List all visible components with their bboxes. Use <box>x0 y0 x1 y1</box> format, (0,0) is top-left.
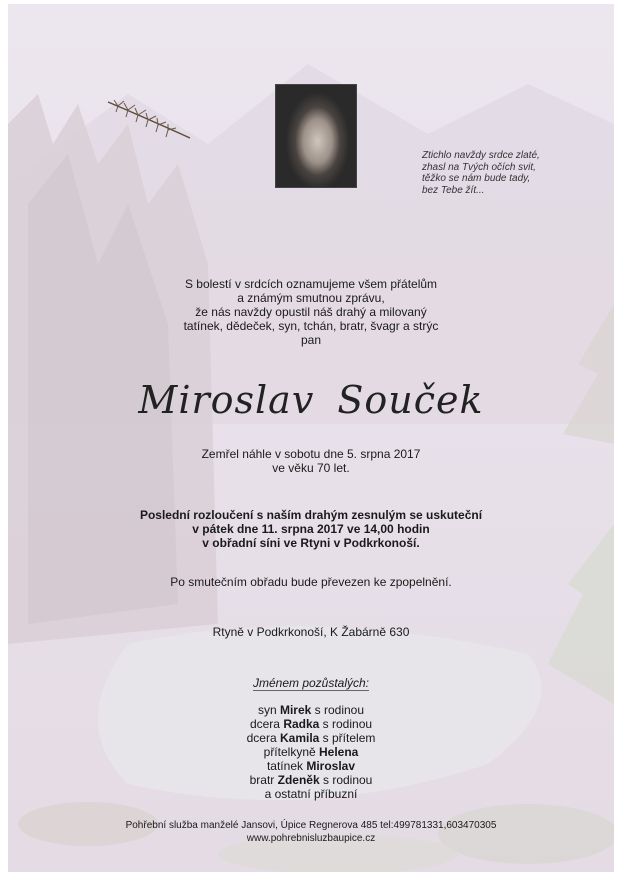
intro-line: tatínek, dědeček, syn, tchán, bratr, švagr a strýc <box>183 319 439 333</box>
intro-text <box>8 277 614 347</box>
funeral-line: v obřadní síni ve Rtyni v Podkrkonoší. <box>202 536 420 550</box>
portrait-photo <box>275 84 357 188</box>
intro-line: že nás navždy opustil náš drahý a milovaný <box>195 305 427 319</box>
poem-line: zhasl na Tvých očích svit, <box>422 161 536 173</box>
survivors-title-text: Jménem pozůstalých: <box>252 676 370 690</box>
poem <box>422 150 602 196</box>
list-item: přítelkyně Helena <box>263 745 359 759</box>
branch-icon <box>106 98 192 144</box>
address: Rtyně v Podkrkonoší, K Žabárně 630 <box>212 625 410 639</box>
list-item: a ostatní příbuzní <box>264 787 358 801</box>
intro-line: pan <box>300 333 322 347</box>
intro-line: a známým smutnou zprávu, <box>237 291 385 305</box>
list-item: syn Mirek s rodinou <box>257 703 365 717</box>
cremation-note: Po smutečním obřadu bude převezen ke zpopelnění. <box>170 575 452 589</box>
list-item: tatínek Miroslav <box>266 759 356 773</box>
survivors-title <box>8 676 614 690</box>
list-item: dcera Kamila s přítelem <box>246 731 376 745</box>
funeral-line: v pátek dne 11. srpna 2017 ve 14,00 hodin <box>192 522 430 536</box>
poem-line: bez Tebe žít... <box>422 184 485 196</box>
intro-line: S bolestí v srdcích oznamujeme všem přátelům <box>184 277 438 291</box>
death-info <box>8 447 614 475</box>
footer <box>8 819 614 845</box>
website-link[interactable]: www.pohrebnisluzbaupice.cz <box>246 833 376 844</box>
funeral-service-info: Pohřební služba manželé Jansovi, Úpice Regnerova 485 tel:499781331,603470305 <box>125 820 497 831</box>
deceased-name: Miroslav Souček <box>138 378 484 422</box>
survivors-list <box>8 703 614 801</box>
death-line: Zemřel náhle v sobotu dne 5. srpna 2017 <box>201 447 421 461</box>
funeral-info <box>8 508 614 550</box>
list-item: bratr Zdeněk s rodinou <box>249 773 373 787</box>
poem-line: Ztichlo navždy srdce zlaté, <box>422 150 540 161</box>
list-item: dcera Radka s rodinou <box>249 717 373 731</box>
death-line: ve věku 70 let. <box>272 461 350 475</box>
obituary-card <box>8 4 614 872</box>
poem-line: těžko se nám bude tady, <box>422 173 531 184</box>
funeral-line: Poslední rozloučení s naším drahým zesnulým se uskuteční <box>139 508 483 522</box>
